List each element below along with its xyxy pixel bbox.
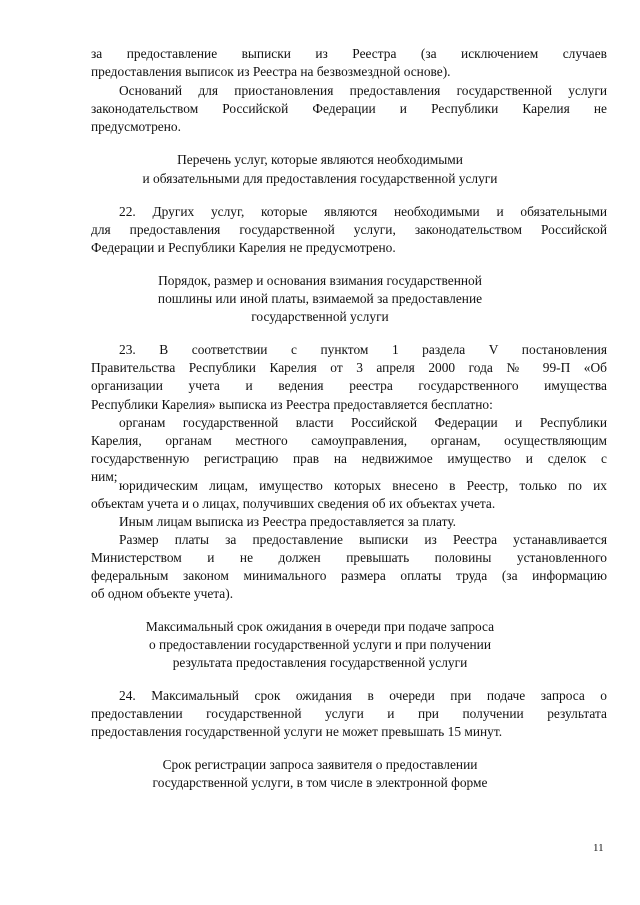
- section-heading-line: о предоставлении государственной услуги и при получении: [149, 637, 491, 652]
- body-text-line: Республики Карелия» выписка из Реестра предоставляется бесплатно:: [91, 397, 493, 412]
- section-heading-line: пошлины или иной платы, взимаемой за предоставление: [157, 291, 483, 306]
- body-text-line: предоставления выписок из Реестра на безвозмездной основе).: [91, 64, 451, 79]
- section-heading-line: Перечень услуг, которые являются необходимыми: [177, 152, 463, 167]
- body-text-line: предоставлении государственной услуги и при получении результата: [91, 706, 607, 721]
- body-text-line: Иным лицам выписка из Реестра предоставляется за плату.: [119, 514, 457, 529]
- body-text-line: Оснований для приостановления предоставления государственной услуги: [119, 83, 607, 98]
- section-heading-line: государственной услуги: [251, 309, 389, 324]
- section-heading-line: Срок регистрации запроса заявителя о предоставлении: [162, 757, 478, 772]
- body-text-line: 22. Других услуг, которые являются необходимыми и обязательными: [119, 204, 607, 219]
- section-heading-line: Порядок, размер и основания взимания государственной: [158, 273, 482, 288]
- body-text-line: организации учета и ведения реестра государственного имущества: [91, 378, 607, 393]
- body-text-line: предусмотрено.: [91, 119, 181, 134]
- section-heading-line: и обязательными для предоставления государственной услуги: [142, 171, 498, 186]
- body-text-line: ним;: [91, 469, 118, 484]
- body-text-line: для предоставления государственной услуги, законодательством Российской: [91, 222, 607, 237]
- body-text-line: органам государственной власти Российской Федерации и Республики: [119, 415, 607, 430]
- body-text-line: Карелия, органам местного самоуправления, органам, осуществляющим: [91, 433, 607, 448]
- body-text-line: предоставления государственной услуги не может превышать 15 минут.: [91, 724, 503, 739]
- body-text-line: за предоставление выписки из Реестра (за исключением случаев: [91, 46, 607, 61]
- body-text-line: 24. Максимальный срок ожидания в очереди при подаче запроса о: [119, 688, 607, 703]
- body-text-line: об одном объекте учета).: [91, 586, 234, 601]
- page-number: 11: [593, 842, 604, 854]
- body-text-line: государственную регистрацию прав на недвижимое имущество и сделок с: [91, 451, 607, 466]
- body-text-line: объектам учета и о лицах, получивших сведения об их объектах учета.: [91, 496, 496, 511]
- body-text-line: Правительства Республики Карелия от 3 апреля 2000 года № 99-П «Об: [91, 360, 607, 375]
- body-text-line: юридическим лицам, имущество которых внесено в Реестр, только по их: [119, 478, 607, 493]
- body-text-line: федеральным законом минимального размера оплаты труда (за информацию: [91, 568, 607, 583]
- body-text-line: 23. В соответствии с пунктом 1 раздела V постановления: [119, 342, 607, 357]
- body-text-line: Федерации и Республики Карелия не предусмотрено.: [91, 240, 396, 255]
- body-text-line: законодательством Российской Федерации и Республики Карелия не: [91, 101, 607, 116]
- section-heading-line: государственной услуги, в том числе в электронной форме: [152, 775, 488, 790]
- body-text-line: Министерством и не должен превышать половины установленного: [91, 550, 607, 565]
- body-text-line: Размер платы за предоставление выписки из Реестра устанавливается: [119, 532, 607, 547]
- section-heading-line: Максимальный срок ожидания в очереди при подаче запроса: [145, 619, 495, 634]
- section-heading-line: результата предоставления государственной услуги: [172, 655, 468, 670]
